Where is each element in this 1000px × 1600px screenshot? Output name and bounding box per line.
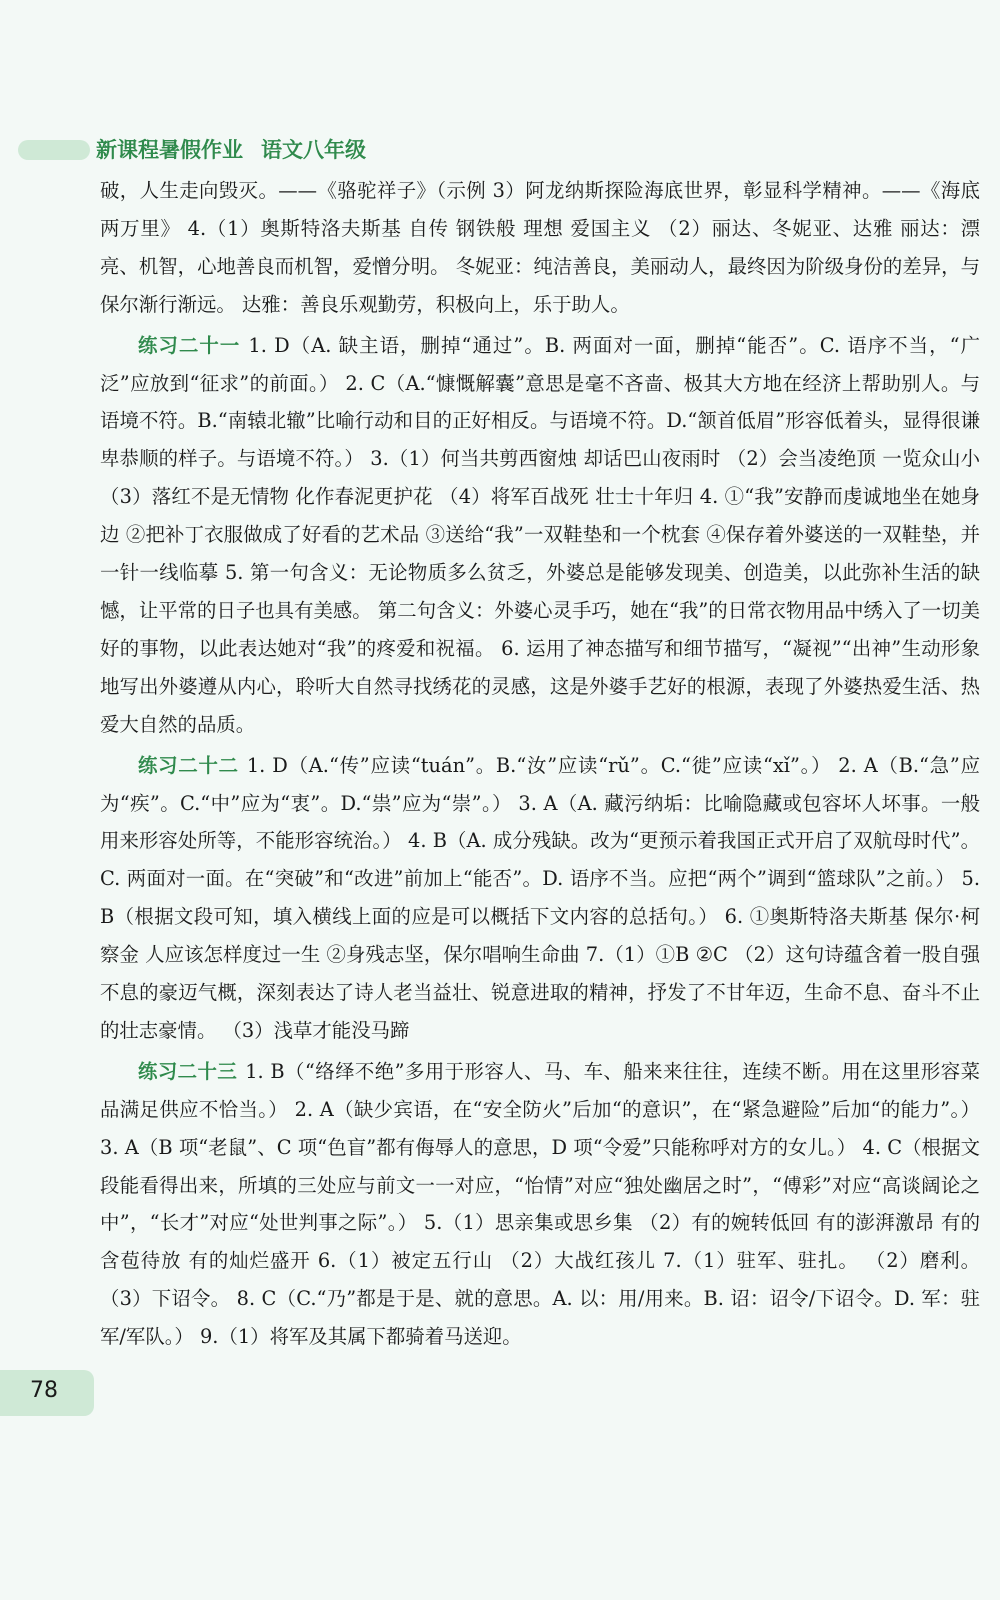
exercise-label: 练习二十一	[138, 333, 241, 357]
paragraph-text: 1. D（A.“传”应读“tuán”。B.“汝”应读“rǔ”。C.“徙”应读“xǐ”。） 2. A（B.“急”应为“疾”。C.“中”应为“衷”。D.“祟”应为“崇”。） 3. A（A. 藏污纳垢：比喻隐藏或包容坏人坏事。一般用来形容处所等，不能形容统治。） 4. B（A. 成分残缺。改为“更预示着我国正式开启了双航母时代”。C. 两面对一面。在“突破”和“改进”前加上“能否”。D. 语序不当。应把“两个”调到“篮球队”之前。） 5. B（根据文段可知，填入横线上面的应是可以概括下文内容的总括句。） 6. ①奥斯特洛夫斯基 保尔·柯察金 人应该怎样度过一生 ②身残志坚，保尔唱响生命曲 7.（1）①B ②C （2）这句诗蕴含着一股自强不息的豪迈气概，深刻表达了诗人老当益壮、锐意进取的精神，抒发了不甘年迈，生命不息、奋斗不止的壮志豪情。 （3）浅草才能没马蹄	[100, 753, 981, 1042]
book-subtitle: 语文八年级	[261, 138, 366, 162]
answer-content	[100, 172, 980, 1356]
paragraph-exercise-21	[100, 327, 980, 744]
paragraph-exercise-23	[100, 1053, 980, 1356]
paragraph-exercise-22	[100, 747, 980, 1050]
exercise-label: 练习二十三	[138, 1059, 238, 1083]
book-title: 新课程暑假作业	[96, 138, 243, 162]
paragraph-text: 1. D（A. 缺主语，删掉“通过”。B. 两面对一面，删掉“能否”。C. 语序不当，“广泛”应放到“征求”的前面。） 2. C（A.“慷慨解囊”意思是毫不吝啬、极其大方地在经济上帮助别人。与语境不符。B.“南辕北辙”比喻行动和目的正好相反。与语境不符。D.“颔首低眉”形容低着头，显得很谦卑恭顺的样子。与语境不符。） 3.（1）何当共剪西窗烛 却话巴山夜雨时 （2）会当凌绝顶 一览众山小 （3）落红不是无情物 化作春泥更护花 （4）将军百战死 壮士十年归 4. ①“我”安静而虔诚地坐在她身边 ②把补丁衣服做成了好看的艺术品 ③送给“我”一双鞋垫和一个枕套 ④保存着外婆送的一双鞋垫，并一针一线临摹 5. 第一句含义：无论物质多么贫乏，外婆总是能够发现美、创造美，以此弥补生活的缺憾，让平常的日子也具有美感。 第二句含义：外婆心灵手巧，她在“我”的日常衣物用品中绣入了一切美好的事物，以此表达她对“我”的疼爱和祝福。 6. 运用了神态描写和细节描写，“凝视”“出神”生动形象地写出外婆遵从内心，聆听大自然寻找绣花的灵感，这是外婆手艺好的根源，表现了外婆热爱生活、热爱大自然的品质。	[100, 333, 981, 736]
paragraph-continuation	[100, 172, 980, 324]
exercise-label: 练习二十二	[138, 753, 239, 777]
header-decoration-bar	[18, 140, 90, 160]
page-header	[96, 134, 366, 164]
paragraph-text: 破，人生走向毁灭。——《骆驼祥子》（示例 3）阿龙纳斯探险海底世界，彰显科学精神。——《海底两万里》 4.（1）奥斯特洛夫斯基 自传 钢铁般 理想 爱国主义 （2）丽达、冬妮亚、达雅 丽达：漂亮、机智，心地善良而机智，爱憎分明。 冬妮亚：纯洁善良，美丽动人，最终因为阶级身份的差异，与保尔渐行渐远。 达雅：善良乐观勤劳，积极向上，乐于助人。	[100, 179, 980, 316]
page-number: 78	[30, 1378, 58, 1403]
paragraph-text: 1. B（“络绎不绝”多用于形容人、马、车、船来来往往，连续不断。用在这里形容菜品满足供应不恰当。） 2. A（缺少宾语，在“安全防火”后加“的意识”，在“紧急避险”后加“的能力”。） 3. A（B 项“老鼠”、C 项“色盲”都有侮辱人的意思，D 项“令爱”只能称呼对方的女儿。） 4. C（根据文段能看得出来，所填的三处应与前文一一对应，“怡情”对应“独处幽居之时”，“傅彩”对应“高谈阔论之中”，“长才”对应“处世判事之际”。） 5.（1）思亲集或思乡集 （2）有的婉转低回 有的澎湃激昂 有的含苞待放 有的灿烂盛开 6.（1）被定五行山 （2）大战红孩儿 7.（1）驻军、驻扎。 （2）磨利。 （3）下诏令。 8. C（C.“乃”都是于是、就的意思。A. 以：用/用来。B. 诏：诏令/下诏令。D. 军：驻军/军队。） 9.（1）将军及其属下都骑着马送迎。	[100, 1059, 980, 1349]
